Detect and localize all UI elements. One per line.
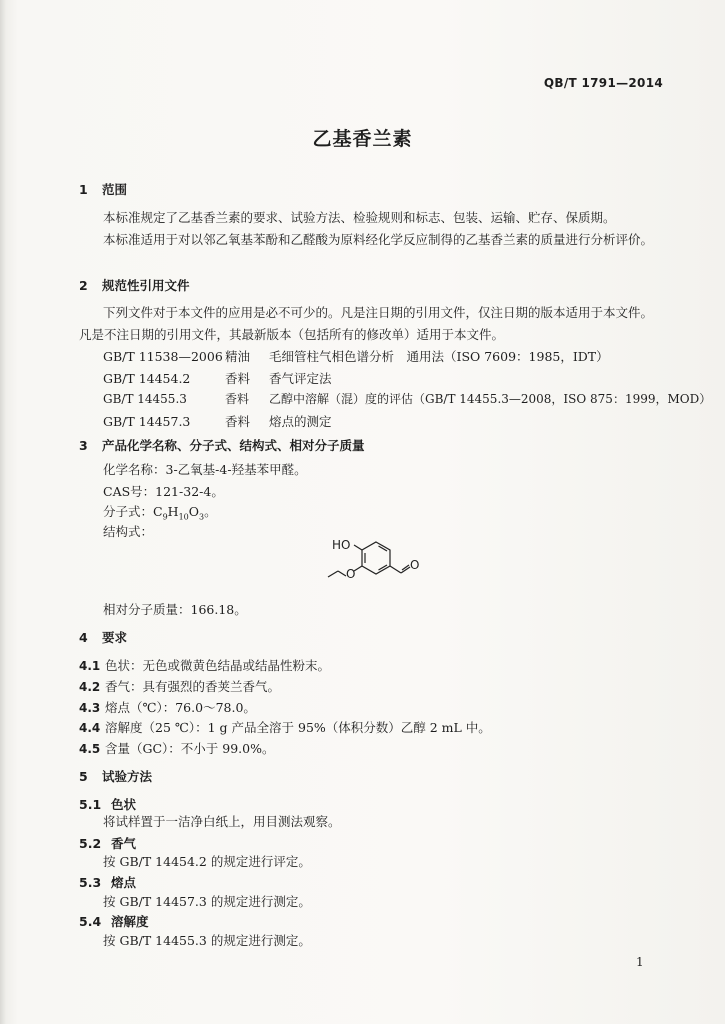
molecular-formula: 分子式：$C_9H_{10}O_3$。 [103,504,217,522]
subsection-number: 5.2 [79,836,102,851]
section-1-heading [79,180,127,198]
reference-item [103,347,609,365]
structure-label: 结构式： [103,524,154,539]
section-number: 5 [79,769,88,784]
section-number: 1 [79,182,88,197]
subsection-heading [79,795,136,813]
requirement-text: 溶解度（25 ℃）：1 g 产品全溶于 95%（体积分数）乙醇 2 mL 中。 [105,720,491,735]
reference-title: 熔点的测定 [269,414,332,429]
subsection-title: 溶解度 [111,914,149,929]
section-title: 要求 [102,630,128,645]
standard-number: QB/T 1791—2014 [543,76,663,90]
subsection-number: 5.1 [79,797,102,812]
ether-oxygen-label: O [346,567,356,581]
subsection-heading [79,912,149,930]
reference-title: 香气评定法 [269,371,332,386]
requirement-number: 4.5 [79,742,101,756]
subsection-heading [79,873,136,891]
section-2-paragraph-line-1: 下列文件对于本文件的应用是必不可少的。凡是注日期的引用文件，仅注日期的版本适用于本文件。 [103,305,654,320]
requirement-text: 香气：具有强烈的香荚兰香气。 [105,679,281,694]
requirement-item [79,739,274,757]
hydroxyl-label: HO [332,538,351,552]
chemical-name: 化学名称：3-乙氧基-4-羟基苯甲醛。 [103,462,307,477]
reference-title: 毛细管柱气相色谱分析 通用法（ISO 7609：1985，IDT） [269,349,609,364]
reference-category: 精油 [225,349,251,364]
section-title: 试验方法 [102,769,153,784]
reference-category: 香料 [225,371,251,386]
scan-edge-shadow [0,0,6,1024]
section-1-paragraph-2: 本标准适用于对以邻乙氧基苯酚和乙醛酸为原料经化学反应制得的乙基香兰素的质量进行分析评价。 [103,232,654,247]
reference-title: 乙醇中溶解（混）度的评估（GB/T 14455.3—2008，ISO 875：1999，MOD） [269,392,712,406]
page-number: 1 [636,955,644,969]
section-4-heading [79,628,127,646]
reference-code: GB/T 14454.2 [103,371,191,386]
subsection-number: 5.4 [79,914,102,929]
requirement-number: 4.2 [79,680,101,694]
reference-item [103,412,332,430]
section-title: 范围 [102,182,128,197]
section-1-paragraph-1: 本标准规定了乙基香兰素的要求、试验方法、检验规则和标志、包装、运输、贮存、保质期。 [103,210,616,225]
section-2-heading [79,276,190,294]
section-3-heading [79,436,365,454]
subsection-text: 按 GB/T 14454.2 的规定进行评定。 [103,854,311,869]
reference-code: GB/T 11538—2006 [103,349,223,364]
requirement-item [79,698,256,716]
section-5-heading [79,767,152,785]
subsection-number: 5.3 [79,875,102,890]
reference-code: GB/T 14457.3 [103,414,191,429]
section-title: 产品化学名称、分子式、结构式、相对分子质量 [102,438,365,453]
requirement-text: 熔点（℃）：76.0～78.0。 [105,700,256,715]
reference-item [103,390,711,407]
requirement-item [79,718,491,736]
requirement-text: 色状：无色或微黄色结晶或结晶性粉末。 [105,658,331,673]
requirement-number: 4.4 [79,721,101,735]
reference-category: 香料 [225,414,251,429]
document-title: 乙基香兰素 [312,128,413,150]
ethyl-vanillin-structure-diagram [320,534,430,592]
subsection-text: 按 GB/T 14455.3 的规定进行测定。 [103,933,311,948]
subsection-title: 色状 [111,797,137,812]
requirement-text: 含量（GC）：不小于 99.0%。 [105,741,275,756]
section-number: 2 [79,278,88,293]
section-number: 3 [79,438,88,453]
reference-code: GB/T 14455.3 [103,392,187,406]
requirement-number: 4.3 [79,701,101,715]
reference-category: 香料 [225,392,250,406]
requirement-number: 4.1 [79,659,101,673]
reference-item [103,369,332,387]
subsection-title: 香气 [111,836,137,851]
subsection-text: 按 GB/T 14457.3 的规定进行测定。 [103,894,311,909]
section-title: 规范性引用文件 [102,278,190,293]
requirement-item [79,677,280,695]
cas-number: CAS号：121-32-4。 [103,484,224,499]
section-number: 4 [79,630,88,645]
section-2-paragraph-line-2: 凡是不注日期的引用文件，其最新版本（包括所有的修改单）适用于本文件。 [79,327,505,342]
subsection-title: 熔点 [111,875,137,890]
subsection-heading [79,834,136,852]
subsection-text: 将试样置于一洁净白纸上，用目测法观察。 [103,814,341,829]
aldehyde-oxygen-label: O [410,558,420,572]
molecular-weight: 相对分子质量：166.18。 [103,602,247,617]
requirement-item [79,656,330,674]
